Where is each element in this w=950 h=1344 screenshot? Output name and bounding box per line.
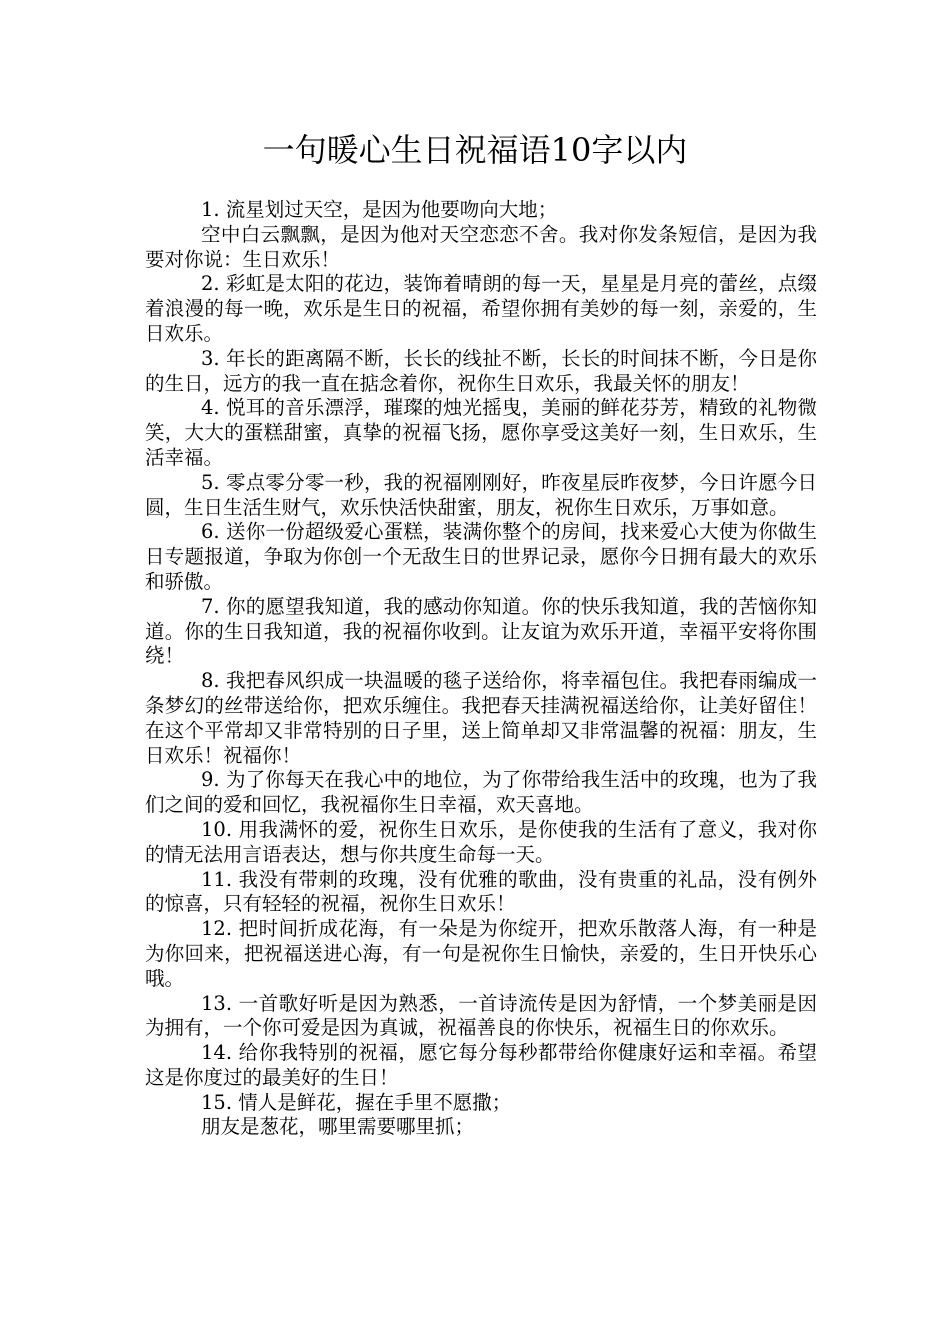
paragraph-12: 11. 我没有带刺的玫瑰，没有优雅的歌曲，没有贵重的礼品，没有例外的惊喜，只有轻轻的祝福，祝你生日欢乐！ xyxy=(145,867,817,916)
paragraph-11: 10. 用我满怀的爱，祝你生日欢乐，是你使我的生活有了意义，我对你的情无法用言语表达，想与你共度生命每一天。 xyxy=(145,817,817,866)
paragraph-10: 9. 为了你每天在我心中的地位，为了你带给我生活中的玫瑰，也为了我们之间的爱和回忆，我祝福你生日幸福，欢天喜地。 xyxy=(145,768,817,817)
paragraph-2: 空中白云飘飘，是因为他对天空恋恋不舍。我对你发条短信，是因为我要对你说：生日欢乐！ xyxy=(145,222,817,271)
document-title: 一句暖心生日祝福语10字以内 xyxy=(262,131,688,169)
paragraph-15: 14. 给你我特别的祝福，愿它每分每秒都带给你健康好运和幸福。希望这是你度过的最美好的生日！ xyxy=(145,1041,817,1089)
paragraph-7: 6. 送你一份超级爱心蛋糕，装满你整个的房间，找来爱心大使为你做生日专题报道，争取为你创一个无敌生日的世界记录，愿你今日拥有最大的欢乐和骄傲。 xyxy=(145,520,817,593)
document-body xyxy=(145,198,817,1140)
paragraph-14: 13. 一首歌好听是因为熟悉，一首诗流传是因为舒情，一个梦美丽是因为拥有，一个你可爱是因为真诚，祝福善良的你快乐，祝福生日的你欢乐。 xyxy=(145,991,817,1040)
paragraph-17: 朋友是葱花，哪里需要哪里抓； xyxy=(201,1115,475,1139)
paragraph-5: 4. 悦耳的音乐漂浮，璀璨的烛光摇曳，美丽的鲜花芬芳，精致的礼物微笑，大大的蛋糕甜蜜，真挚的祝福飞扬，愿你享受这美好一刻，生日欢乐，生活幸福。 xyxy=(145,396,817,469)
paragraph-1: 1. 流星划过天空，是因为他要吻向大地； xyxy=(201,198,558,221)
paragraph-16: 15. 情人是鲜花，握在手里不愿撒； xyxy=(201,1090,512,1114)
paragraph-6: 5. 零点零分零一秒，我的祝福刚刚好，昨夜星辰昨夜梦，今日许愿今日圆，生日生活生财气，欢乐快活快甜蜜，朋友，祝你生日欢乐，万事如意。 xyxy=(145,470,817,519)
paragraph-4: 3. 年长的距离隔不断，长长的线扯不断，长长的时间抹不断，今日是你的生日，远方的我一直在掂念着你，祝你生日欢乐，我最关怀的朋友！ xyxy=(145,346,817,395)
paragraph-13: 12. 把时间折成花海，有一朵是为你绽开，把欢乐散落人海，有一种是为你回来，把祝福送进心海，有一句是祝你生日愉快，亲爱的，生日开快乐心哦。 xyxy=(145,917,817,990)
paragraph-3: 2. 彩虹是太阳的花边，装饰着晴朗的每一天，星星是月亮的蕾丝，点缀着浪漫的每一晚，欢乐是生日的祝福，希望你拥有美妙的每一刻，亲爱的，生日欢乐。 xyxy=(145,272,817,345)
paragraph-8: 7. 你的愿望我知道，我的感动你知道。你的快乐我知道，我的苦恼你知道。你的生日我知道，我的祝福你收到。让友谊为欢乐开道，幸福平安将你围绕！ xyxy=(145,594,817,668)
paragraph-9: 8. 我把春风织成一块温暖的毯子送给你，将幸福包住。我把春雨编成一条梦幻的丝带送给你，把欢乐缠住。我把春天挂满祝福送给你，让美好留住！在这个平常却又非常特别的日子里，送上简单却又非常温馨的祝福：朋友，生日欢乐！祝福你！ xyxy=(145,669,817,767)
